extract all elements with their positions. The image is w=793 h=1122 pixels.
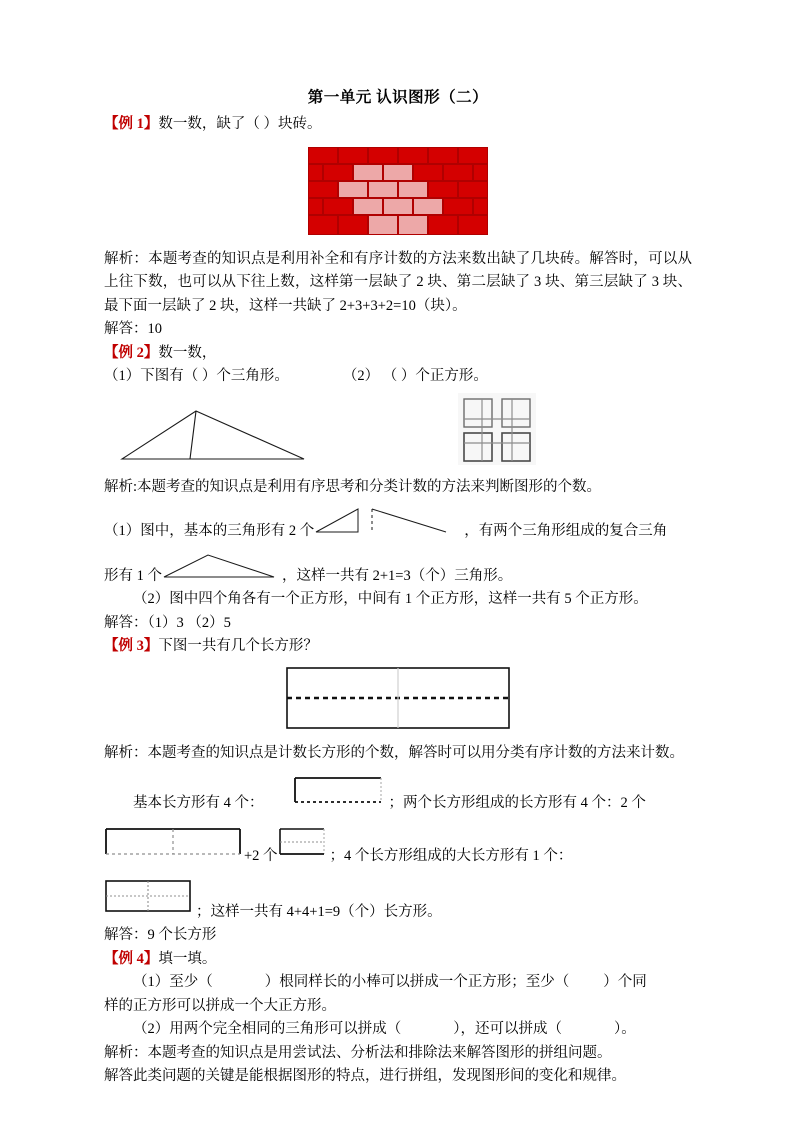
example3-question-line	[104, 635, 692, 658]
example2-sub2: （2） （ ）个正方形。	[342, 368, 488, 385]
example3-answer: 9 个长方形	[147, 927, 217, 944]
example3-line3-text: ；这样一共有 4+4+1=9（个）长方形。	[196, 904, 442, 920]
basic-rectangle-unit-diagram	[264, 775, 389, 815]
example4-analysis-line1	[104, 1042, 692, 1065]
big-rectangle-diagram	[286, 667, 510, 734]
example4-sub1-cont: 样的正方形可以拼成一个大正方形。	[104, 997, 336, 1014]
example1-answer: 10	[147, 321, 162, 338]
example2-sub-line	[104, 365, 692, 388]
example4-analysis-line2: 解答此类问题的关键是能根据图形的特点，进行拼组，发现图形间的变化和规律。	[104, 1068, 626, 1085]
example2-question: 数一数，	[158, 344, 217, 361]
basic-triangle-pair-diagram	[314, 507, 464, 543]
example2-analysis: 本题考查的知识点是利用有序思考和分类计数的方法来判断图形的个数。	[137, 478, 602, 495]
example2-line1-b: ，有两个三角形组成的复合三角	[464, 523, 668, 540]
example4-sub2	[104, 1018, 692, 1041]
page-content	[104, 86, 692, 1089]
example4-sub2-a: （2）用两个完全相同的三角形可以拼成（	[133, 1021, 402, 1038]
example2-line2-a: 形有 1 个	[104, 567, 162, 584]
example4-tag: 【例 4】	[104, 950, 159, 967]
example4-analysis-text1: 本题考查的知识点是用尝试法、分析法和排除法来解答图形的拼组问题。	[147, 1044, 612, 1061]
example3-line1-b: ；两个长方形组成的长方形有 4 个：2 个	[388, 795, 646, 812]
compound-triangle-diagram	[162, 552, 282, 588]
example1-answer-label: 解答：	[104, 321, 148, 338]
example3-question: 下图一共有几个长方形？	[158, 638, 318, 655]
example3-line1	[104, 775, 692, 815]
example2-line2-b: ，这样一共有 2+1=3（个）三角形。	[282, 567, 513, 584]
example3-analysis-line	[104, 742, 692, 765]
example2-answer: （1）3 （2）5	[147, 614, 231, 631]
example4-sub1-b: ）根同样长的小棒可以拼成一个正方形；至少（	[264, 974, 570, 991]
example3-analysis-label: 解析：	[104, 744, 148, 761]
example3-line3	[104, 878, 692, 924]
basic-triangle-pair-svg	[314, 507, 464, 535]
four-rectangles-combined-diagram	[104, 878, 196, 924]
example3-answer-line	[104, 924, 692, 947]
example1-analysis-line	[104, 248, 692, 318]
two-rectangles-vertical-diagram	[278, 826, 330, 868]
example4-sub2-b: ），还可以拼成（	[453, 1021, 562, 1038]
brick-wall-diagram	[308, 147, 488, 235]
example4-question: 填一填。	[158, 950, 217, 967]
example4-sub2-c: ）。	[614, 1021, 636, 1038]
example2-analysis-line	[104, 476, 692, 499]
squares-cross-diagram	[458, 393, 536, 470]
squares-cross-svg	[458, 393, 536, 465]
example3-answer-label: 解答：	[104, 927, 148, 944]
page-title: 第一单元 认识图形（二）	[307, 89, 489, 106]
example2-line1-a: （1）图中，基本的三角形有 2 个	[104, 523, 315, 540]
example2-sub1: （1）下图有（ ）个三角形。	[104, 368, 289, 385]
example4-sub1	[104, 971, 692, 994]
example2-line3: （2）图中四个角各有一个正方形，中间有 1 个正方形，这样一共有 5 个正方形。	[133, 591, 648, 608]
example1-analysis: 本题考查的知识点是利用补全和有序计数的方法来数出缺了几块砖。解答时，可以从上往下数，也可以从下往上数，这样第一层缺了 2 块、第二层缺了 3 块、第三层缺了 3 块、最下面一层缺了 2 块，这样一共缺了 2+3+3+2=10（块）。	[104, 250, 693, 314]
example2-analysis-label: 解析:	[104, 478, 138, 495]
compound-triangle-svg	[162, 552, 282, 580]
example3-figure-container	[104, 667, 692, 734]
example3-analysis: 本题考查的知识点是计数长方形的个数，解答时可以用分类有序计数的方法来计数。	[147, 744, 684, 761]
example2-question-line	[104, 342, 692, 365]
example4-sub1-c: ）个同	[603, 974, 647, 991]
four-rectangles-combined-svg	[104, 878, 196, 916]
example4-question-line	[104, 948, 692, 971]
example1-figure-container	[104, 141, 692, 244]
example1-question-line	[104, 113, 692, 136]
example1-analysis-label: 解析：	[104, 250, 149, 267]
example4-sub1-a: （1）至少（	[133, 974, 213, 991]
two-rectangles-vertical-svg	[278, 826, 330, 860]
example1-tag: 【例 1】	[104, 116, 159, 133]
example4-analysis-label: 解析：	[104, 1044, 148, 1061]
example1-answer-line	[104, 318, 692, 341]
basic-rectangle-unit-svg	[293, 775, 389, 807]
example2-answer-line	[104, 612, 692, 635]
example3-line2-a: +2 个	[244, 847, 278, 864]
example2-tag: 【例 2】	[104, 344, 159, 361]
example1-question: 数一数，缺了（ ）块砖。	[158, 116, 322, 133]
triangle-split-diagram	[118, 403, 308, 470]
example2-line2	[104, 552, 692, 588]
big-rectangle-svg	[286, 667, 510, 729]
two-rectangles-horizontal-svg	[104, 826, 244, 860]
brick-wall-svg	[308, 147, 488, 235]
example3-line2-b: ；4 个长方形组成的大长方形有 1 个：	[329, 847, 573, 864]
example2-answer-label: 解答：	[104, 614, 148, 631]
example2-line1	[104, 507, 692, 543]
example2-figures-row	[104, 393, 692, 470]
two-rectangles-horizontal-diagram	[104, 826, 244, 868]
triangle-split-svg	[118, 403, 308, 465]
example3-tag: 【例 3】	[104, 638, 159, 655]
example3-line2	[104, 826, 692, 868]
example3-line1-a: 基本长方形有 4 个：	[133, 795, 264, 812]
